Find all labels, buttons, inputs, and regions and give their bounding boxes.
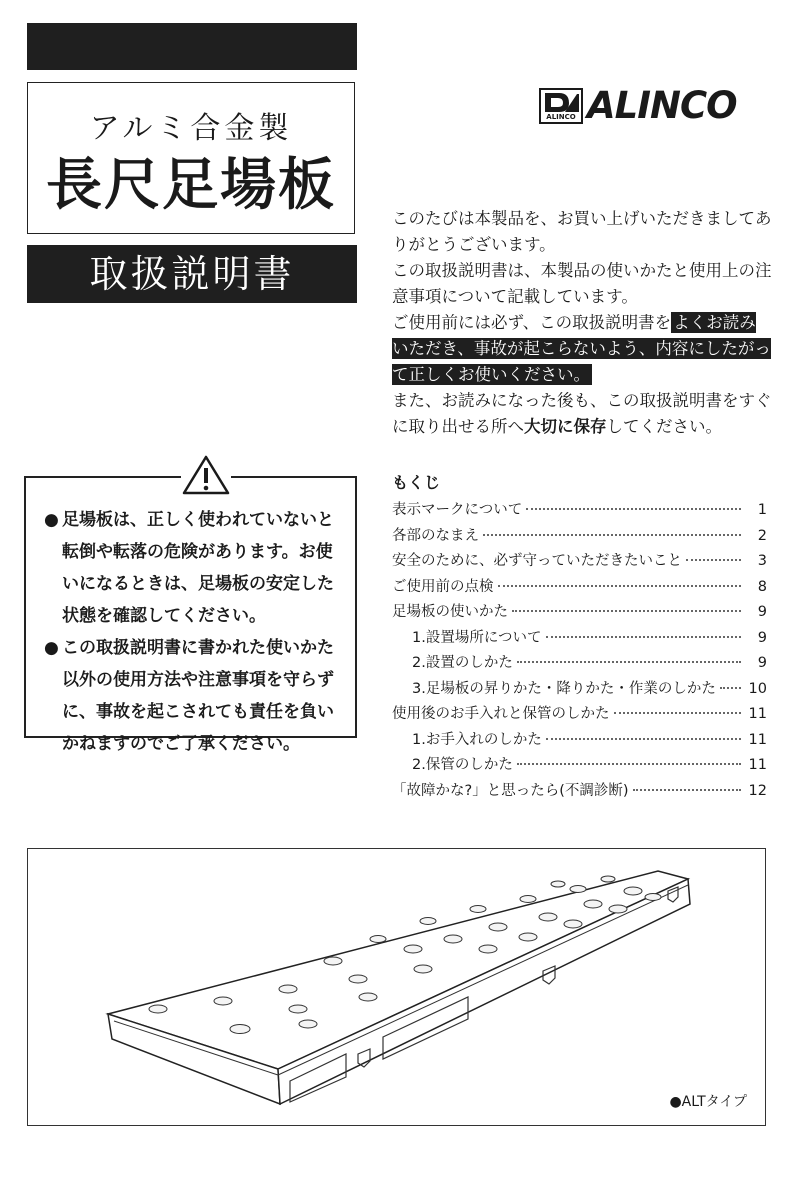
intro-paragraph-3	[392, 310, 772, 388]
toc-label: 2.設置のしかた	[412, 655, 513, 671]
toc-page-number: 9	[757, 604, 767, 620]
toc-row	[392, 728, 767, 754]
manual-title: 取扱説明書	[27, 245, 357, 303]
toc-page-number: 12	[748, 782, 767, 799]
toc-row	[392, 575, 767, 601]
alinco-logo	[539, 86, 767, 126]
toc-leader-dots	[517, 763, 741, 765]
toc-label: 安全のために、必ず守っていただきたいこと	[392, 553, 682, 569]
toc-page-number: 11	[748, 731, 767, 748]
toc-page-number: 9	[757, 629, 767, 646]
toc-leader-dots	[546, 636, 741, 638]
warning-item-1-text: 足場板は、正しく使われていないと転倒や転落の危険があります。お使いになるときは、足場板の安定した状態を確認してください。	[62, 510, 334, 626]
toc-page-number: 2	[757, 527, 767, 544]
toc-page-number: 9	[757, 655, 767, 671]
toc-row	[392, 651, 767, 677]
toc-leader-dots	[633, 789, 741, 791]
toc-leader-dots	[686, 559, 741, 561]
toc-row	[392, 549, 767, 575]
toc-row	[392, 779, 767, 805]
toc-page-number: 8	[757, 578, 767, 595]
toc-label: 2.保管のしかた	[412, 757, 513, 773]
toc-row	[392, 524, 767, 550]
toc-label: 使用後のお手入れと保管のしかた	[392, 706, 610, 722]
toc-row	[392, 498, 767, 524]
bullet-icon: ●	[44, 510, 59, 530]
toc-page-number: 3	[757, 553, 767, 569]
product-subtitle: アルミ合金製	[89, 111, 293, 146]
warning-box	[24, 476, 357, 754]
product-title: 長尺足場板	[46, 153, 336, 218]
toc-page-number: 11	[748, 706, 767, 722]
intro-text	[392, 206, 772, 440]
alinco-brand-text: ALINCO	[587, 84, 737, 127]
intro-paragraph-4	[392, 388, 772, 440]
toc-leader-dots	[546, 738, 741, 740]
toc-leader-dots	[517, 661, 741, 663]
toc-row	[392, 753, 767, 779]
toc-label: 3.足場板の昇りかた・降りかた・作業のしかた	[412, 680, 716, 697]
toc-label: 「故障かな?」と思ったら(不調診断)	[392, 782, 629, 799]
toc-leader-dots	[614, 712, 742, 714]
warning-item-2-text: この取扱説明書に書かれた使いかた以外の使用方法や注意事項を守らずに、事故を起こされても責任を負いかねますのでご了承ください。	[62, 638, 334, 754]
toc-label: 足場板の使いかた	[392, 604, 508, 620]
toc-row	[392, 626, 767, 652]
table-of-contents	[392, 498, 767, 804]
bullet-icon: ●	[44, 638, 59, 658]
title-box	[27, 82, 355, 234]
intro-p4-bold: 大切に保存	[524, 417, 607, 436]
toc-row	[392, 600, 767, 626]
toc-row	[392, 702, 767, 728]
intro-p4-text-a: また、お読みになった後も、この取扱説明書をすぐに取り出せる所へ	[392, 391, 772, 436]
scaffold-board-illustration	[28, 849, 764, 1124]
warning-item-1	[44, 504, 344, 632]
toc-title: もくじ	[392, 473, 441, 492]
intro-paragraph-2: この取扱説明書は、本製品の使いかたと使用上の注意事項について記載しています。	[392, 261, 772, 306]
toc-label: 1.お手入れのしかた	[412, 731, 542, 748]
intro-p3-highlight: よくお読みいただき、事故が起こらないよう、内容にしたがって正しくお使いください。	[392, 313, 771, 384]
warning-item-2	[44, 632, 344, 760]
toc-leader-dots	[512, 610, 741, 612]
toc-leader-dots	[720, 687, 741, 689]
intro-p3-text: ご使用前には必ず、この取扱説明書を	[392, 313, 672, 332]
toc-label: 各部のなまえ	[392, 527, 479, 544]
toc-page-number: 10	[748, 680, 767, 697]
toc-leader-dots	[498, 585, 742, 587]
intro-p4-text-b: してください。	[606, 417, 722, 436]
intro-paragraph-1: このたびは本製品を、お買い上げいただきましてありがとうございます。	[392, 209, 772, 254]
product-illustration-box	[27, 848, 766, 1126]
toc-page-number: 1	[757, 502, 767, 518]
warning-triangle-icon	[181, 454, 231, 496]
toc-label: 表示マークについて	[392, 502, 523, 518]
toc-label: ご使用前の点検	[392, 578, 494, 595]
header-black-bar	[27, 23, 357, 70]
toc-page-number: 11	[748, 757, 767, 773]
toc-row	[392, 677, 767, 703]
alinco-badge-text: ALINCO	[546, 113, 576, 121]
toc-leader-dots	[526, 508, 741, 510]
toc-label: 1.設置場所について	[412, 629, 542, 646]
warning-list	[44, 504, 344, 760]
model-label: ●ALTタイプ	[669, 1094, 747, 1110]
toc-leader-dots	[483, 534, 741, 536]
